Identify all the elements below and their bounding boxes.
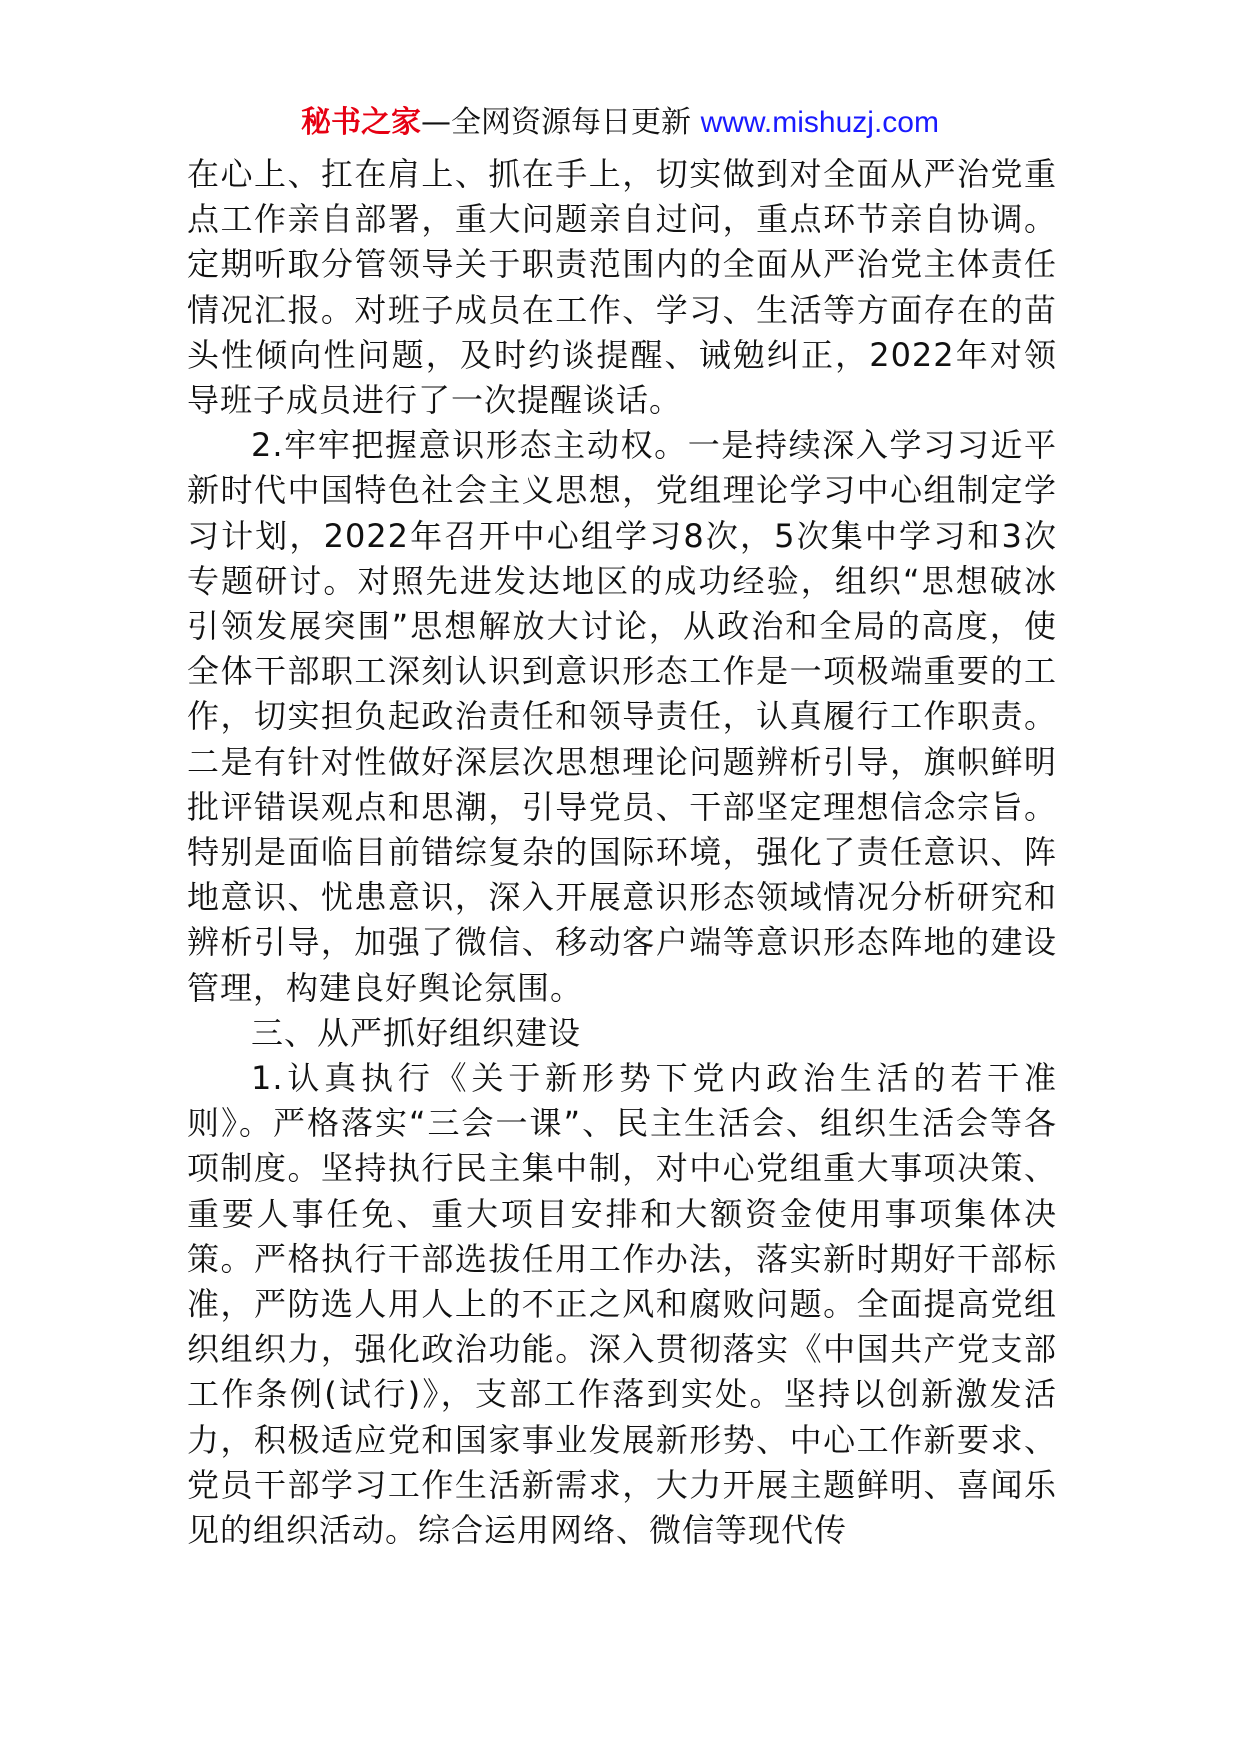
document-body (187, 152, 1057, 1553)
brand-name: 秘书之家 (301, 105, 422, 140)
paragraph-ideology: 2.牢牢把握意识形态主动权。一是持续深入学习习近平新时代中国特色社会主义思想，党组理论学习中心组制定学习计划，2022年召开中心组学习8次，5次集中学习和3次专题研讨。对照先进发达地区的成功经验，组织“思想破冰引领发展突围”思想解放大讨论，从政治和全局的高度，使全体干部职工深刻认识到意识形态工作是一项极端重要的工作，切实担负起政治责任和领导责任，认真履行工作职责。二是有针对性做好深层次思想理论问题辨析引导，旗帜鲜明批评错误观点和思潮，引导党员、干部坚定理想信念宗旨。特别是面临目前错综复杂的国际环境，强化了责任意识、阵地意识、忧患意识，深入开展意识形态领域情况分析研究和辨析引导，加强了微信、移动客户端等意识形态阵地的建设管理，构建良好舆论氛围。 (187, 426, 1057, 1007)
paragraph-party-life: 1.认真执行《关于新形势下党内政治生活的若干准则》。严格落实“三会一课”、民主生活会、组织生活会等各项制度。坚持执行民主集中制，对中心党组重大事项决策、重要人事任免、重大项目安排和大额资金使用事项集体决策。严格执行干部选拔任用工作办法，落实新时期好干部标准，严防选人用人上的不正之风和腐败问题。全面提高党组织组织力，强化政治功能。深入贯彻落实《中国共产党支部工作条例(试行)》，支部工作落到实处。坚持以创新激发活力，积极适应党和国家事业发展新形势、中心工作新要求、党员干部学习工作生活新需求，大力开展主题鲜明、喜闻乐见的组织活动。综合运用网络、微信等现代传 (187, 1059, 1057, 1550)
site-header (0, 100, 1240, 146)
site-url-link[interactable]: www.mishuzj.com (700, 106, 939, 139)
paragraph-continued: 在心上、扛在肩上、抓在手上，切实做到对全面从严治党重点工作亲自部署，重大问题亲自过问，重点环节亲自协调。定期听取分管领导关于职责范围内的全面从严治党主体责任情况汇报。对班子成员在工作、学习、生活等方面存在的苗头性倾向性问题，及时约谈提醒、诫勉纠正，2022年对领导班子成员进行了一次提醒谈话。 (187, 155, 1057, 420)
header-tagline: —全网资源每日更新 (421, 105, 701, 140)
section-heading-organization: 三、从严抓好组织建设 (251, 1013, 582, 1052)
